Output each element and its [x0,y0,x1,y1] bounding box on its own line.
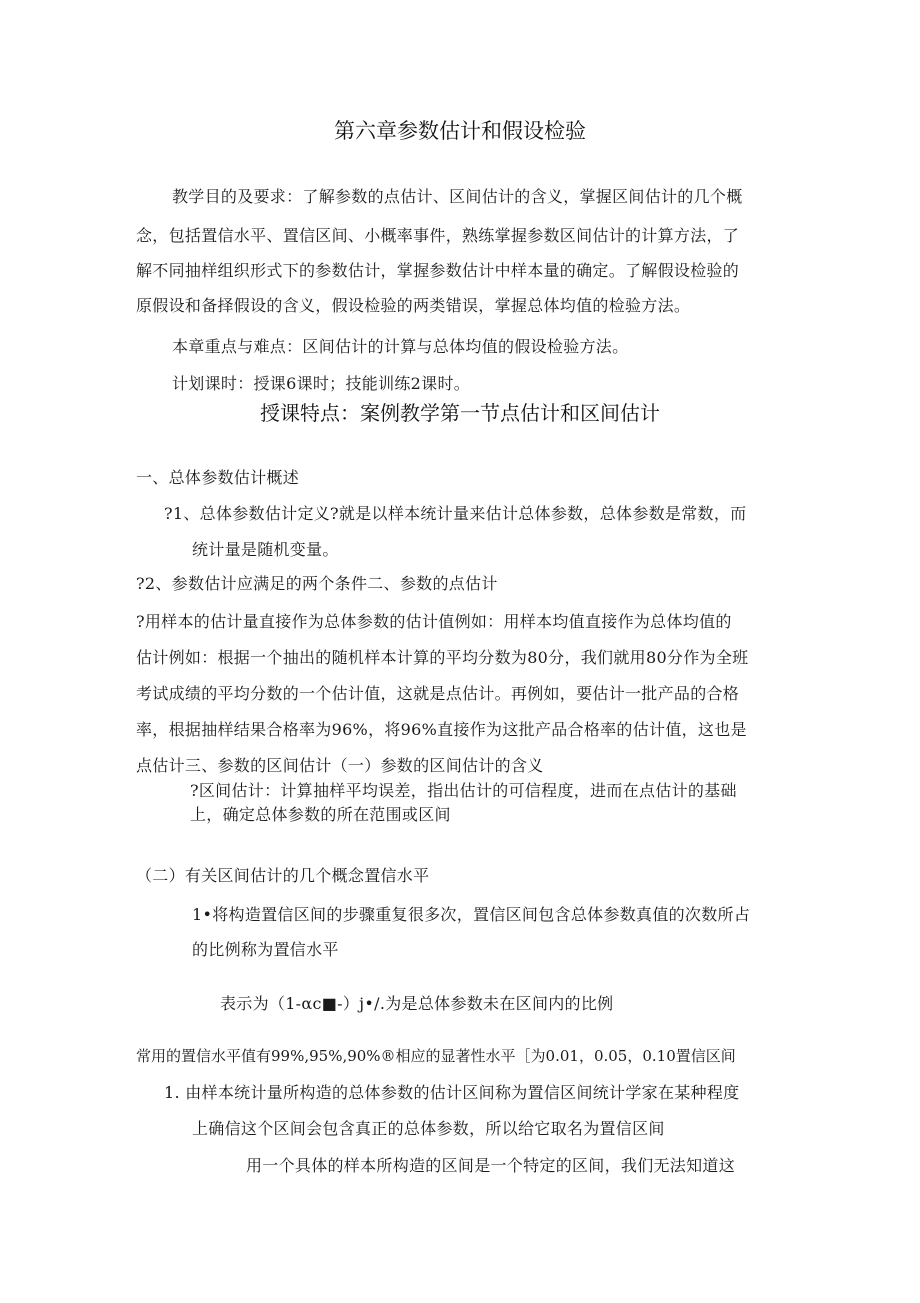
objectives-line-4: 原假设和备择假设的含义，假设检验的两类错误，掌握总体均值的检验方法。 [136,296,691,315]
schedule: 计划课时：授课6课时；技能训练2课时。 [172,374,471,393]
section-heading: 授课特点：案例教学第一节点估计和区间估计 [260,401,660,425]
point-est-line-2: 估计例如：根据一个抽出的随机样本计算的平均分数为80分，我们就用80分作为全班 [136,648,749,667]
conf-level-line-1: 1•将构造置信区间的步骤重复很多次，置信区间包含总体参数真值的次数所占 [192,905,751,924]
expression-line: 表示为（1-αc■-）j•/.为是总体参数未在区间内的比例 [220,994,614,1013]
point-est-line-1: ?用样本的估计量直接作为总体参数的估计值例如：用样本均值直接作为总体均值的 [136,612,732,631]
interval-def-line-2: 上，确定总体参数的所在范围或区间 [190,805,451,824]
interval-def-line-1: ?区间估计：计算抽样平均误差，指出估计的可信程度，进而在点估计的基础 [190,781,737,800]
item-1-line-2: 统计量是随机变量。 [192,540,339,559]
point-est-line-5: 点估计三、参数的区间估计（一）参数的区间估计的含义 [136,756,544,775]
ci-item-line-1: 1. 由样本统计量所构造的总体参数的估计区间称为置信区间统计学家在某种程度 [164,1083,740,1102]
conf-level-line-2: 的比例称为置信水平 [192,940,339,959]
section-1-heading: 一、总体参数估计概述 [136,468,300,487]
last-line: 用一个具体的样本所构造的区间是一个特定的区间，我们无法知道这 [246,1156,736,1175]
objectives-line-1: 教学目的及要求：了解参数的点估计、区间估计的含义，掌握区间估计的几个概 [172,187,743,206]
key-points: 本章重点与难点：区间估计的计算与总体均值的假设检验方法。 [172,337,629,356]
item-2: ?2、参数估计应满足的两个条件二、参数的点估计 [136,574,498,593]
point-est-line-3: 考试成绩的平均分数的一个估计值，这就是点估计。再例如，要估计一批产品的合格 [136,684,740,703]
chapter-title: 第六章参数估计和假设检验 [334,119,586,143]
point-est-line-4: 率，根据抽样结果合格率为96%，将96%直接作为这批产品合格率的估计值，这也是 [136,720,747,739]
subsection-2-heading: （二）有关区间估计的几个概念置信水平 [136,866,430,885]
ci-item-line-2: 上确信这个区间会包含真正的总体参数，所以给它取名为置信区间 [192,1119,665,1138]
objectives-line-2: 念，包括置信水平、置信区间、小概率事件，熟练掌握参数区间估计的计算方法，了 [136,226,740,245]
item-1-line-1: ?1、总体参数估计定义?就是以样本统计量来估计总体参数，总体参数是常数，而 [164,504,747,523]
common-values-line: 常用的置信水平值有99%,95%,90%®相应的显著性水平［为0.01，0.05，0.10置信区间 [136,1047,736,1065]
objectives-line-3: 解不同抽样组织形式下的参数估计，掌握参数估计中样本量的确定。了解假设检验的 [136,261,740,280]
